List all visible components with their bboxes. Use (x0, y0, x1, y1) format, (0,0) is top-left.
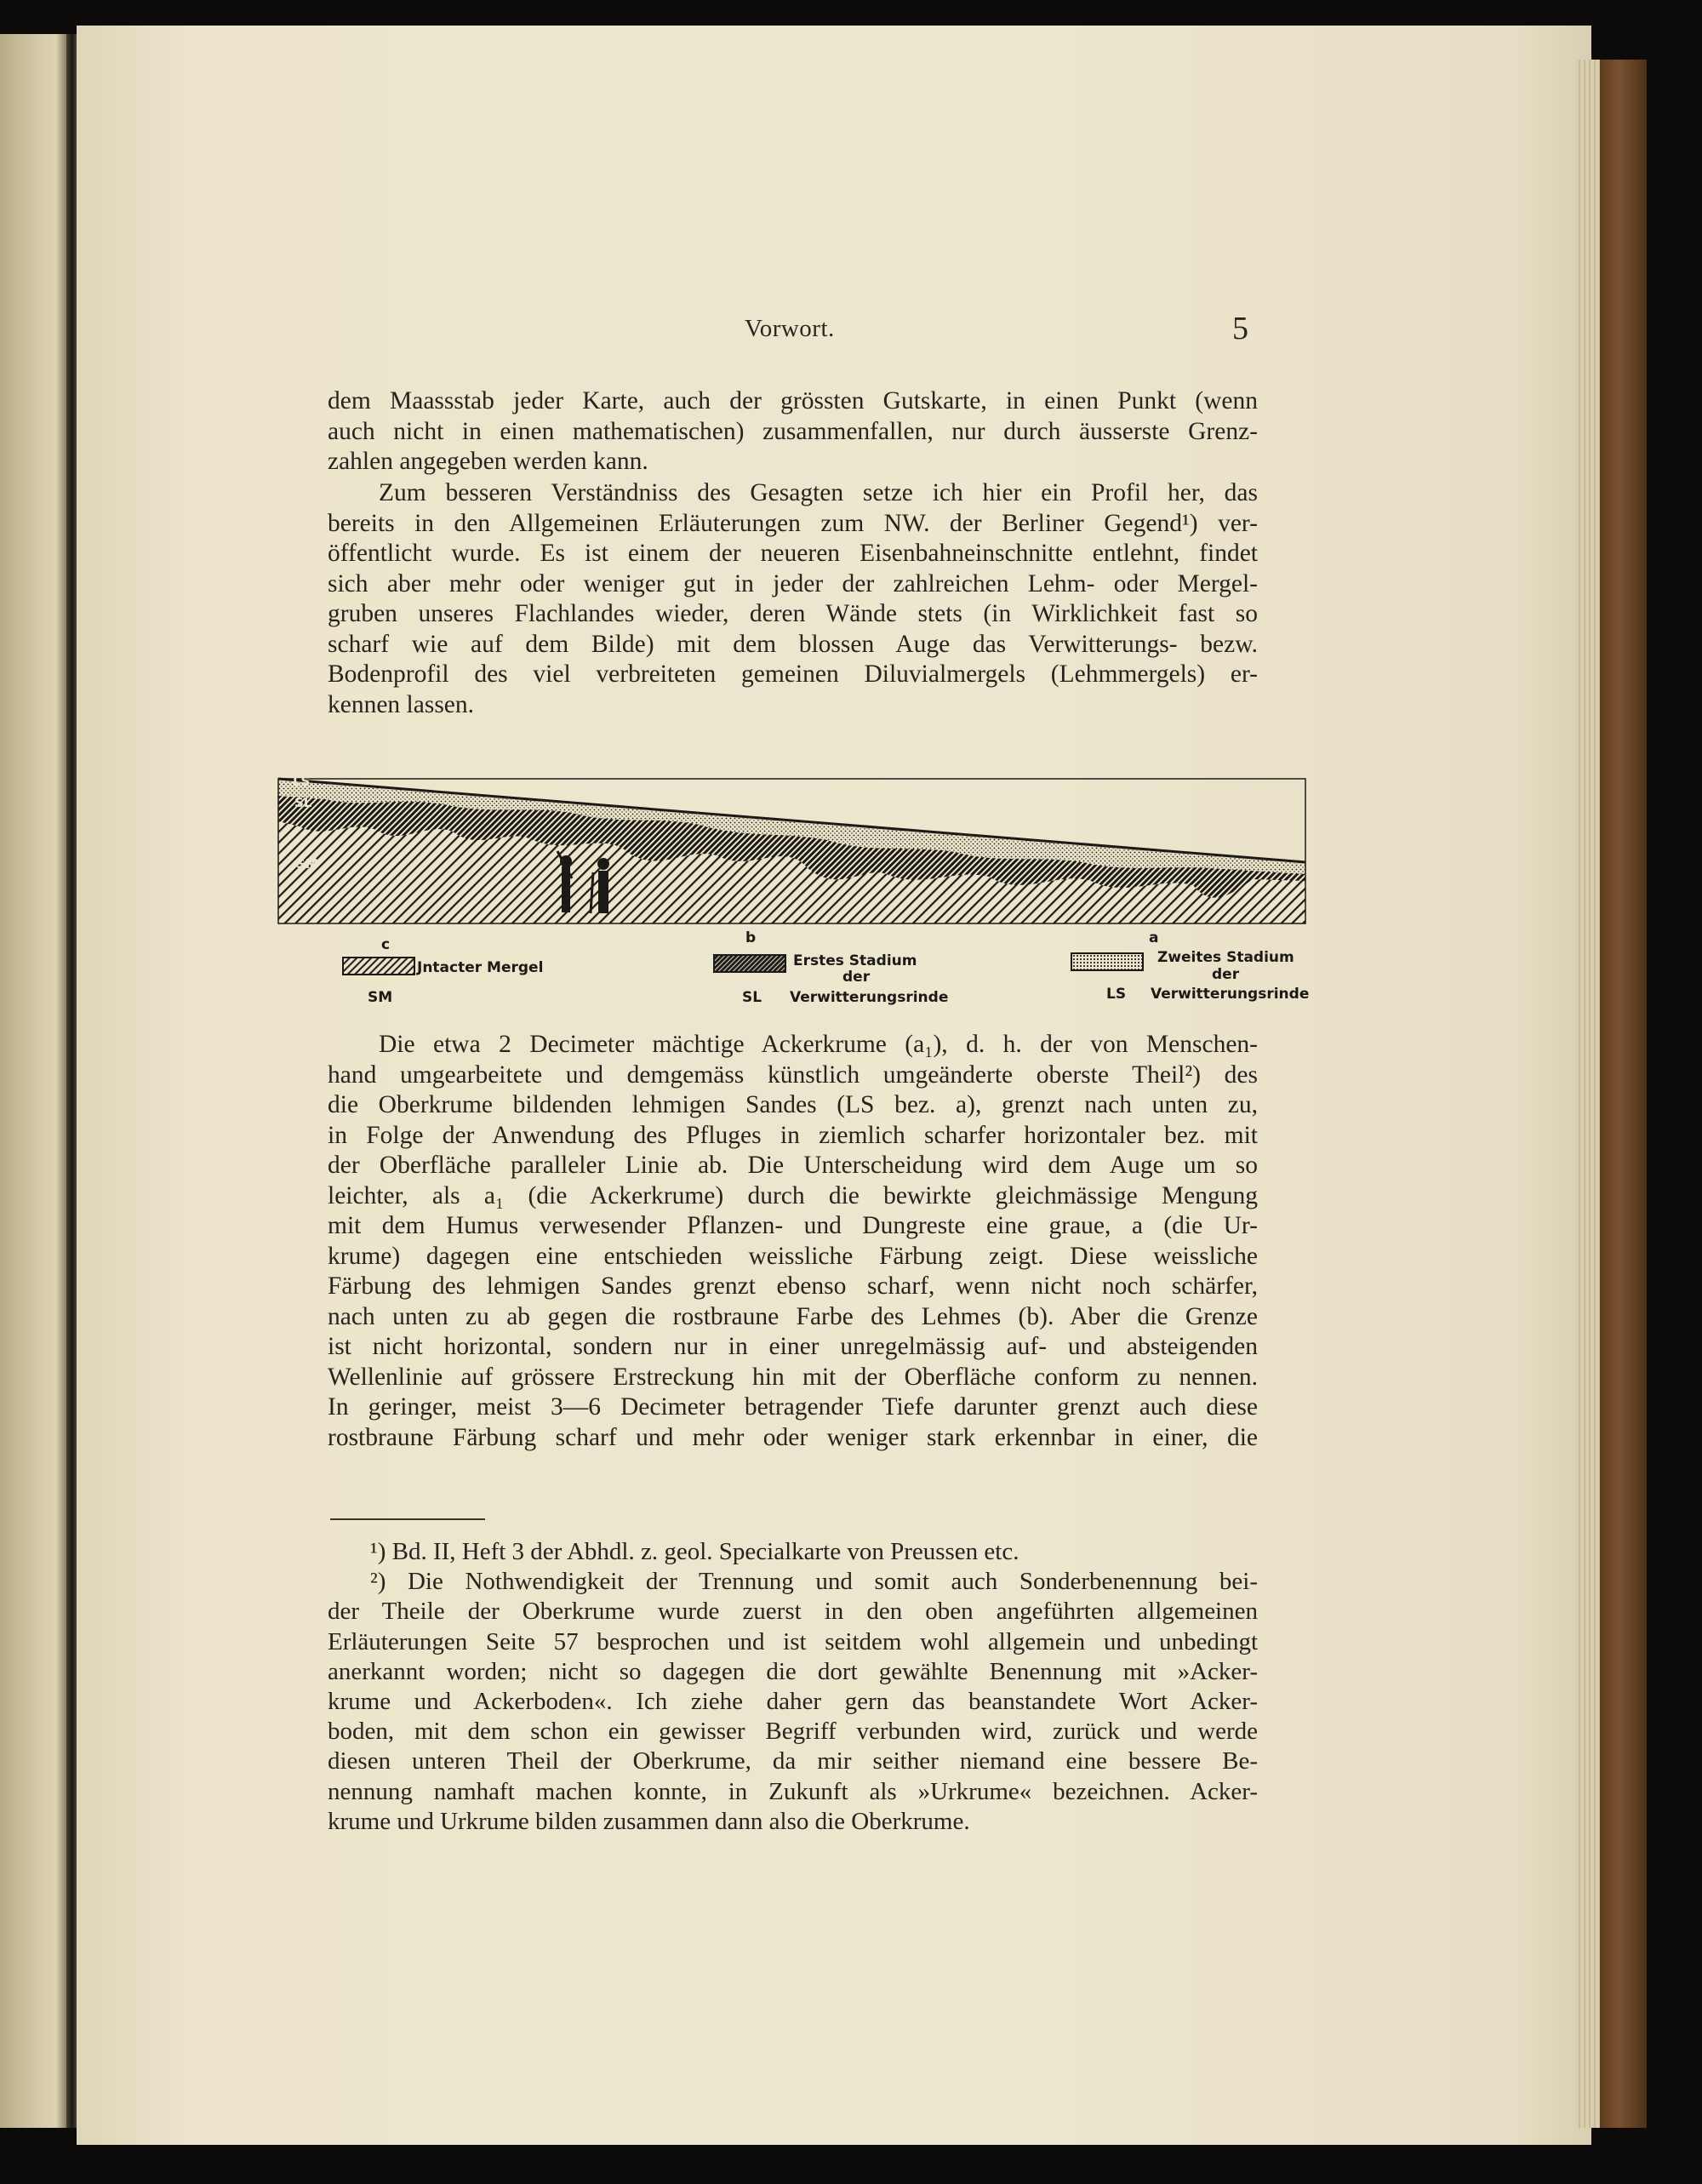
text-line: Bodenprofil des viel verbreiteten gemeinen Diluvialmergels (Lehmmergels) er- (328, 660, 1258, 688)
legend-text-sm: Jntacter Mergel (417, 959, 544, 976)
running-head (0, 311, 1702, 357)
legend-code-sm: SM (368, 989, 393, 1006)
footnote-2-line: nennung namhaft machen konnte, in Zukunft als »Urkrume« bezeichnen. Acker- (328, 1777, 1258, 1805)
legend-text-ls-der: der (1212, 966, 1240, 983)
legend-code-sl: SL (742, 989, 762, 1006)
label-sm: SM (296, 856, 318, 872)
book-cover-edge (1600, 60, 1647, 2128)
footnote-2-line: krume und Ackerboden«. Ich ziehe daher gern das beanstandete Wort Acker- (328, 1687, 1258, 1715)
text-line: In geringer, meist 3—6 Decimeter betragender Tiefe darunter grenzt auch diese (328, 1393, 1258, 1421)
text-line: öffentlicht wurde. Es ist einem der neueren Eisenbahneinschnitte entlehnt, findet (328, 540, 1258, 567)
text-line: die Oberkrume bildenden lehmigen Sandes (LS bez. a), grenzt nach unten zu, (328, 1091, 1258, 1118)
footnotes (328, 1537, 1258, 1837)
text-line: mit dem Humus verwesender Pflanzen- und Dungreste eine graue, a (die Ur- (328, 1212, 1258, 1239)
legend-text-sl: Erstes Stadium (793, 952, 917, 969)
legend-swatch-ls (1071, 952, 1144, 971)
text-line: auch nicht in einen mathematischen) zusammenfallen, nur durch äusserste Grenz- (328, 417, 1258, 445)
footnote-2-line: boden, mit dem schon ein gewisser Begriff verbunden wird, zurück und werde (328, 1718, 1258, 1746)
text-line: ist nicht horizontal, sondern nur in einer unregelmässig auf- und absteigenden (328, 1333, 1258, 1360)
text-line: scharf wie auf dem Bilde) mit dem blossen Auge das Verwitterungs- bezw. (328, 630, 1258, 658)
text-line: der Oberfläche paralleler Linie ab. Die Unterscheidung wird dem Auge um so (328, 1152, 1258, 1179)
footnote-2-line: Erläuterungen Seite 57 besprochen und ist seitdem wohl allgemein und unbedingt (328, 1627, 1258, 1655)
legend-text-sl-rinde: Verwitterungsrinde (790, 989, 949, 1006)
footnote-2-line: der Theile der Oberkrume wurde zuerst in den oben angeführten allgemeinen (328, 1598, 1258, 1626)
text-line: Die etwa 2 Decimeter mächtige Ackerkrume (a₁), d. h. der von Menschen- (379, 1031, 1258, 1058)
label-ls: LS (293, 774, 311, 789)
text-line: sich aber mehr oder weniger gut in jeder der zahlreichen Lehm- oder Mergel- (328, 569, 1258, 597)
figure-legend (0, 929, 1702, 1021)
legend-swatch-sl (713, 954, 786, 973)
text-line: krume) dagegen eine entschieden weissliche Färbung zeigt. Diese weissliche (328, 1242, 1258, 1270)
footnote-2-line: ²) Die Nothwendigkeit der Trennung und somit auch Sonderbenennung bei- (370, 1568, 1258, 1596)
footnote-2-line: anerkannt worden; nicht so dagegen die dort gewählte Benennung mit »Acker- (328, 1657, 1258, 1685)
label-sl: SL (294, 795, 312, 810)
text-line: kennen lassen. (328, 690, 475, 718)
text-line: bereits in den Allgemeinen Erläuterungen zum NW. der Berliner Gegend¹) ver- (328, 509, 1258, 537)
legend-letter-c: c (381, 936, 391, 953)
text-line: Färbung des lehmigen Sandes grenzt ebenso scharf, wenn nicht noch schärfer, (328, 1272, 1258, 1300)
legend-text-ls-rinde: Verwitterungsrinde (1151, 986, 1310, 1003)
text-line: in Folge der Anwendung des Pfluges in ziemlich scharfer horizontaler bez. mit (328, 1121, 1258, 1149)
legend-text-ls: Zweites Stadium (1157, 949, 1294, 966)
text-line: Wellenlinie auf grössere Erstreckung hin mit der Oberfläche conform zu nennen. (328, 1363, 1258, 1391)
page-number: 5 (1232, 311, 1248, 346)
footnote-2-line: krume und Urkrume bilden zusammen dann also die Oberkrume. (328, 1807, 970, 1835)
legend-text-sl-der: der (842, 969, 871, 986)
paragraph-2 (328, 478, 1258, 720)
footnote-rule (330, 1518, 485, 1520)
legend-letter-b: b (745, 929, 757, 946)
legend-code-ls: LS (1106, 986, 1127, 1003)
soil-profile-figure (274, 770, 1312, 949)
text-line: gruben unseres Flachlandes wieder, deren Wände stets (in Wirklichkeit fast so (328, 600, 1258, 627)
text-line: nach unten zu ab gegen die rostbraune Farbe des Lehmes (b). Aber die Grenze (328, 1302, 1258, 1330)
paragraph-1 (328, 386, 1258, 477)
paragraph-3 (328, 1030, 1258, 1453)
footnote-1: ¹) Bd. II, Heft 3 der Abhdl. z. geol. Specialkarte von Preussen etc. (370, 1538, 1019, 1565)
text-line: rostbraune Färbung scharf und mehr oder weniger stark erkennbar in einer, die (328, 1423, 1258, 1451)
footnote-2-line: diesen unteren Theil der Oberkrume, da mir seither niemand eine bessere Be- (328, 1747, 1258, 1775)
text-line: Zum besseren Verständniss des Gesagten setze ich hier ein Profil her, das (379, 479, 1258, 506)
text-line: hand umgearbeitete und demgemäss künstlich umgeänderte oberste Theil²) des (328, 1061, 1258, 1089)
text-line: leichter, als a₁ (die Ackerkrume) durch die bewirkte gleichmässige Mengung (328, 1181, 1258, 1209)
text-line: zahlen angegeben werden kann. (328, 448, 648, 475)
text-line: dem Maassstab jeder Karte, auch der grössten Gutskarte, in einen Punkt (wenn (328, 387, 1258, 415)
legend-swatch-sm (342, 957, 415, 975)
legend-letter-a: a (1149, 929, 1159, 946)
running-title: Vorwort. (745, 315, 835, 342)
